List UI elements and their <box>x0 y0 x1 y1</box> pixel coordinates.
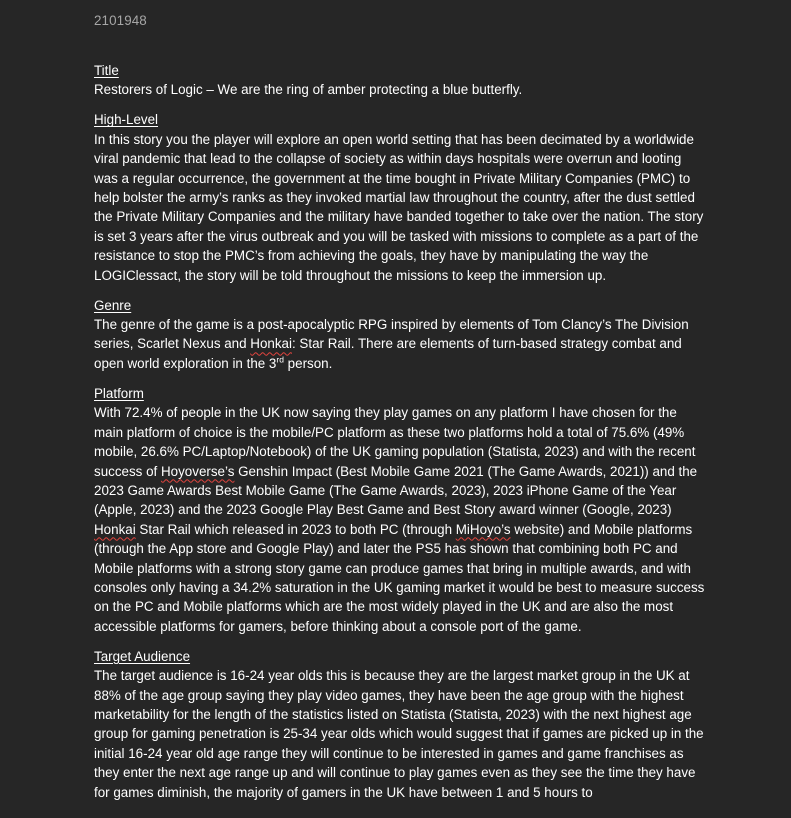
document-body[interactable] <box>94 61 706 813</box>
high-level-heading: High-Level <box>94 112 159 128</box>
title-section <box>94 61 706 100</box>
genre-text-part2: : Star Rail. There are elements of turn-based strategy combat and open world exploration in the 3 <box>94 336 682 371</box>
genre-heading: Genre <box>94 297 132 313</box>
platform-text-part2: Genshin Impact (Best Mobile Game 2021 (The Game Awards, 2021)) and the 2023 Game Awards Best Mobile Game (The Game Awards, 2023), 2023 iPhone Game of the Year (Apple, 2023) and the 2023 Google Play Best Game and Best Story award winner (Google, 2023) <box>94 463 698 518</box>
platform-text-part4: website) and Mobile platforms (through the App store and Google Play) and later the PS5 has shown that combining both PC and Mobile platforms with a strong story game can produce games that bring in multiple awards, and with consoles only having a 34.2% saturation in the UK gaming market it would be best to measure success on the PC and Mobile platforms which are the most widely played in the UK and are also the most accessible platforms for gamers, before thinking about a console port of the game. <box>94 521 705 634</box>
spellcheck-flagged-word[interactable]: Hoyoverse’s <box>160 463 235 479</box>
platform-heading: Platform <box>94 385 144 401</box>
platform-text-part1: With 72.4% of people in the UK now saying they play games on any platform I have chosen for the main platform of choice is the mobile/PC platform as these two platforms hold a total of 75.6% (49% mobile, 26.6% PC/Laptop/Notebook) of the UK gaming population (Statista, 2023) and with the recent success of <box>94 405 696 479</box>
spellcheck-flagged-word[interactable]: Honkai <box>250 336 292 352</box>
genre-text <box>94 315 706 373</box>
superscript-rd: rd <box>276 354 284 365</box>
title-text: Restorers of Logic – We are the ring of amber protecting a blue butterfly. <box>94 82 523 98</box>
genre-text-part3: person. <box>283 355 333 371</box>
high-level-text: In this story you the player will explore an open world setting that has been decimated by a worldwide viral pandemic that lead to the collapse of society as within days hospitals were overrun and looting was a regular occurrence, the government at the time bought in Private Military Companies (PMC) to help bolster the army’s ranks as they invoked martial law throughout the country, after the dust settled the Private Military Companies and the military have banded together to take over the nation. The story is set 3 years after the virus outbreak and you will be tasked with missions to complete as a part of the resistance to stop the PMC’s from achieving the goals, they have by manipulating the way the LOGIClessact, the story will be told throughout the missions to keep the immersion up. <box>94 131 704 283</box>
platform-text-part3: Star Rail which released in 2023 to both PC (through <box>135 521 456 537</box>
genre-text-part1: The genre of the game is a post-apocalyptic RPG inspired by elements of Tom Clancy’s The Division series, Scarlet Nexus and <box>94 317 689 352</box>
genre-section <box>94 296 706 374</box>
document-id: 2101948 <box>94 13 147 28</box>
target-audience-section <box>94 647 706 802</box>
high-level-section <box>94 110 706 285</box>
target-audience-heading: Target Audience <box>94 648 191 664</box>
platform-text <box>94 403 706 636</box>
platform-section <box>94 384 706 636</box>
title-heading: Title <box>94 63 119 78</box>
target-audience-text: The target audience is 16-24 year olds this is because they are the largest market group in the UK at 88% of the age group saying they play video games, they have been the age group with the highest marketability for the length of the statistics listed on Statista (Statista, 2023) with the next highest age group for gaming penetration is 25-34 year olds which would suggest that if games are picked up in the initial 16-24 year old age range they will continue to be interested in games and game franchises as they enter the next age range up and will continue to play games even as they see the time they have for games diminish, the majority of gamers in the UK have between 1 and 5 hours to <box>94 668 704 800</box>
spellcheck-flagged-word[interactable]: MiHoyo’s <box>455 521 511 537</box>
spellcheck-flagged-word[interactable]: Honkai <box>94 521 136 537</box>
